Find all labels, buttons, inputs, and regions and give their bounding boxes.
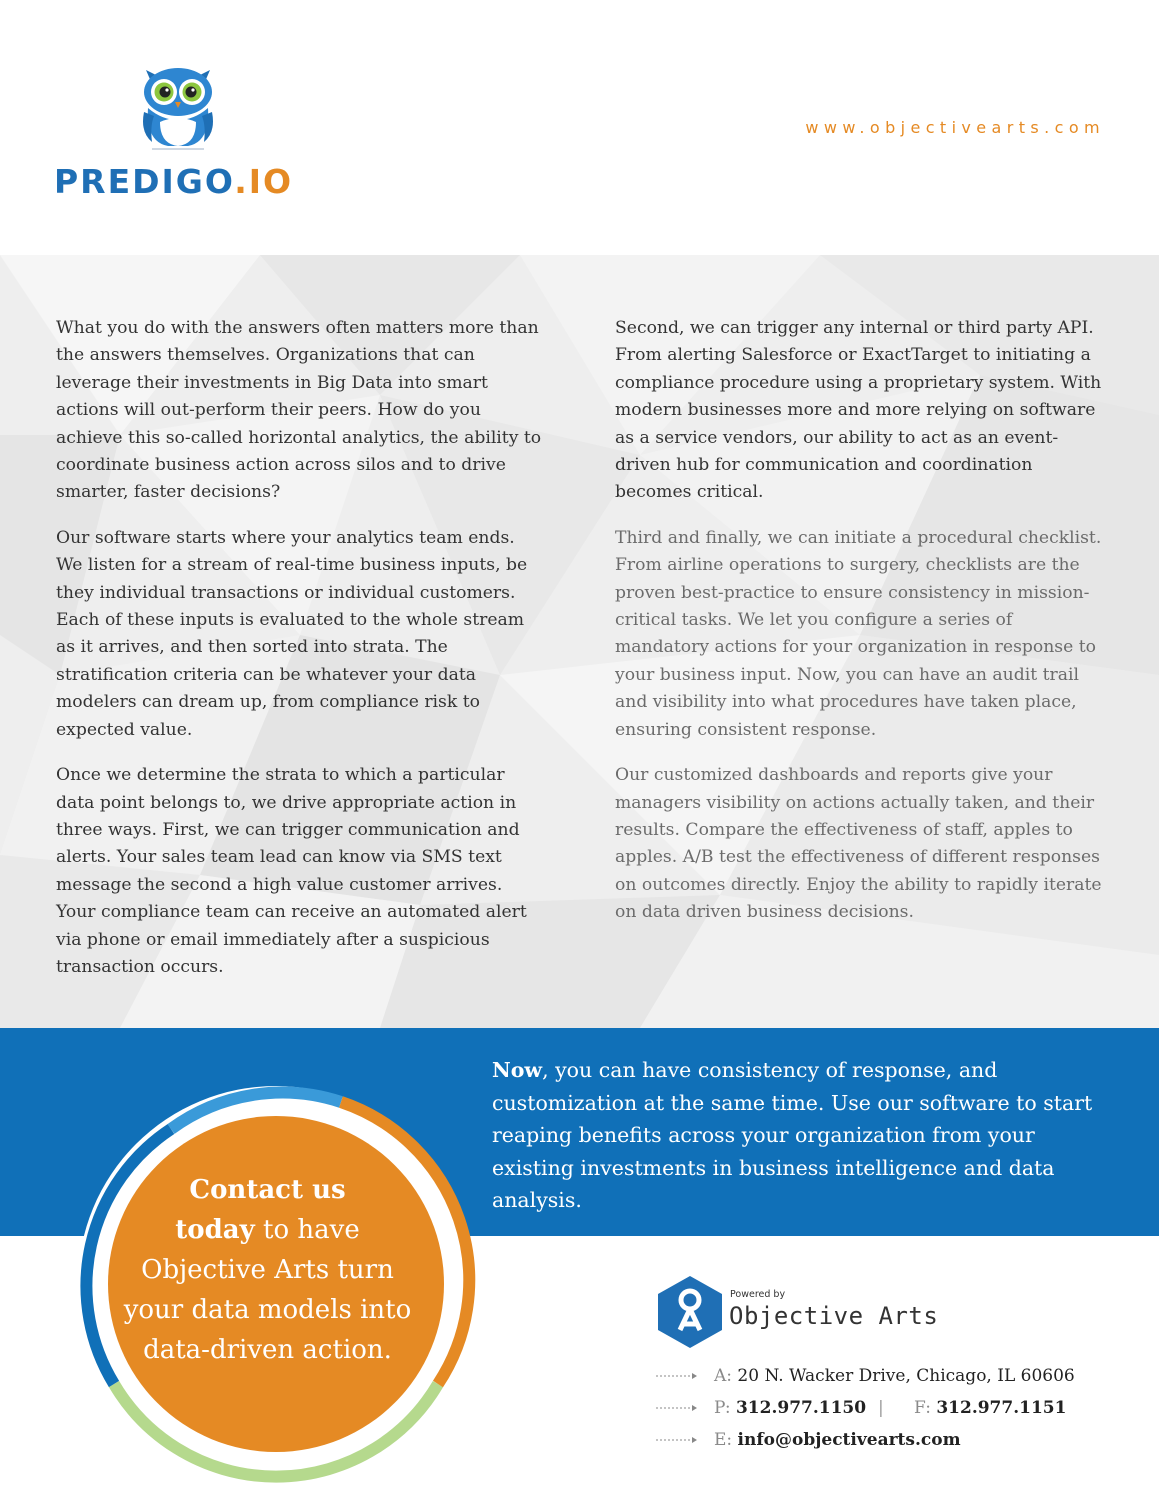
website-url[interactable]: www.objectivearts.com (805, 118, 1105, 137)
arrow-icon (656, 1372, 698, 1380)
paragraph-software: Our software starts where your analytics team ends. We listen for a stream of real-time business inputs, be they individual transactions or individual customers. Each of these inputs is evaluated to the whole stream as it arrives, and then sorted into strata. The stratification criteria can be whatever your data modelers can dream up, from compliance risk to expected value. (56, 527, 528, 740)
hexagon-logo-icon (656, 1274, 724, 1350)
arrow-icon (656, 1436, 698, 1444)
page-header (0, 0, 1159, 255)
arrow-icon (656, 1404, 698, 1412)
brand-name: PREDIGO (54, 162, 235, 201)
contact-info (656, 1366, 1116, 1462)
cta-bold-1: Contact us (189, 1175, 346, 1205)
banner-text (492, 1054, 1112, 1217)
cta-rest-1: to have (254, 1215, 360, 1245)
powered-by-label: Powered by (730, 1289, 786, 1300)
phone-value[interactable]: 312.977.1150 (735, 1398, 867, 1418)
paragraph-dashboards: Our customized dashboards and reports give your managers visibility on actions actually taken, and their results. Compare the effectiveness of staff, apples to apples. A/B test the effectiveness of different responses on outcomes directly. Enjoy the ability to rapidly iterate on data driven business decisions. (615, 765, 1102, 923)
right-column (615, 315, 1105, 945)
cta-text (115, 1170, 420, 1370)
banner-lead: Now (492, 1058, 543, 1082)
address-value: 20 N. Wacker Drive, Chicago, IL 60606 (737, 1366, 1075, 1386)
brand-suffix: .IO (234, 162, 294, 201)
phone-row (656, 1398, 1116, 1430)
company-name: Objective Arts (729, 1302, 939, 1330)
phone-label: P: (714, 1398, 731, 1418)
brand-wordmark (54, 162, 293, 201)
email-value[interactable]: info@objectivearts.com (737, 1430, 961, 1450)
paragraph-intro: What you do with the answers often matters more than the answers themselves. Organizations that can leverage their investments in Big Data into smart actions will out-perform their peers. How do you achieve this so-called horizontal analytics, the ability to coordinate business action across silos and to drive smarter, faster decisions? (56, 318, 542, 503)
separator: | (878, 1398, 884, 1418)
paragraph-checklist: Third and finally, we can initiate a procedural checklist. From airline operations to surgery, checklists are the proven best-practice to ensure consistency in mission-critical tasks. We let you configure a series of mandatory actions for your organization in response to your business input. Now, you can have an audit trail and visibility into what procedures have taken place, ensuring consistent response. (615, 527, 1102, 740)
fax-value: 312.977.1151 (936, 1398, 1067, 1418)
paragraph-api: Second, we can trigger any internal or third party API. From alerting Salesforce or ExactTarget to initiating a compliance procedure using a proprietary system. With modern businesses more and more relying on software as a service vendors, our ability to act as an event-driven hub for communication and coordination becomes critical. (615, 318, 1102, 503)
left-column (56, 315, 546, 999)
objective-arts-logo (656, 1274, 939, 1350)
address-row (656, 1366, 1116, 1398)
email-row (656, 1430, 1116, 1462)
body-section (0, 255, 1159, 1028)
predigo-logo (54, 62, 314, 202)
banner-body: , you can have consistency of response, and customization at the same time. Use our software to start reaping benefits across your organization from your existing investments in business intelligence and data analysis. (492, 1058, 1093, 1213)
email-label: E: (714, 1430, 733, 1450)
cta-bold-2: today (175, 1215, 255, 1245)
cta-rest-2: Objective Arts turn your data models into data-driven action. (123, 1255, 412, 1365)
fax-label: F: (914, 1398, 931, 1418)
address-label: A: (714, 1366, 733, 1386)
paragraph-strata: Once we determine the strata to which a particular data point belongs to, we drive appropriate action in three ways. First, we can trigger communication and alerts. Your sales team lead can know via SMS text message the second a high value customer arrives. Your compliance team can receive an automated alert via phone or email immediately after a suspicious transaction occurs. (56, 765, 527, 977)
owl-icon (138, 62, 218, 154)
